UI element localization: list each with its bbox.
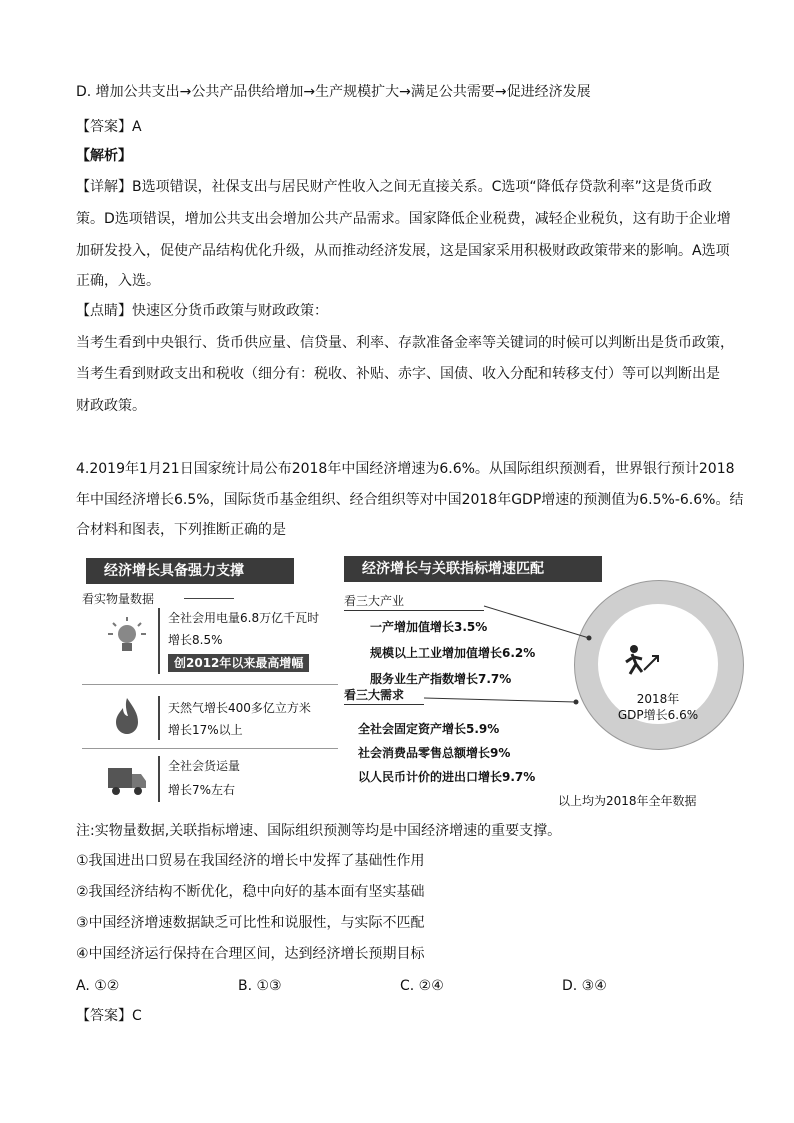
natural-gas-line-2: 增长17%以上 [168, 723, 243, 737]
economy-infographic [76, 548, 724, 810]
question-4-line-3: 合材料和图表，下列推断正确的是 [76, 522, 286, 538]
industry-heading: 看三大产业 [344, 594, 405, 608]
left-panel [76, 548, 344, 810]
industry-item-industrial: 规模以上工业增加值增长6.2% [370, 646, 536, 660]
question-4-line-2: 年中国经济增长6.5%，国际货币基金组织、经合组织等对中国2018年GDP增速的预测值为6.5%-6.6%。结 [76, 492, 744, 508]
row-separator [82, 684, 338, 685]
freight-divider [158, 756, 160, 802]
freight-line-2: 增长7%左右 [168, 783, 236, 797]
running-person-icon [622, 644, 662, 678]
question-4-line-1: 4.2019年1月21日国家统计局公布2018年中国经济增速为6.6%。从国际组织预测看，世界银行预计2018 [76, 461, 735, 477]
choice-c: C. ②④ [400, 978, 444, 994]
lightbulb-icon [104, 614, 150, 660]
physical-data-subtitle: 看实物量数据 [82, 592, 155, 606]
freight-line-1: 全社会货运量 [168, 759, 241, 773]
analysis-label: 【解析】 [76, 148, 132, 164]
row-separator [82, 748, 338, 749]
detail-line-3: 加研发投入，促使产品结构优化升级，从而推动经济发展，这是国家采用积极财政政策带来的影响。A选项 [76, 243, 730, 259]
industry-heading-rule [344, 610, 484, 611]
choice-b: B. ①③ [238, 978, 282, 994]
freight-row [82, 754, 344, 806]
option-d-line: D. 增加公共支出→公共产品供给增加→生产规模扩大→满足公共需要→促进经济发展 [76, 84, 591, 100]
industry-item-primary: 一产增加值增长3.5% [370, 620, 488, 634]
electricity-divider [158, 608, 160, 674]
answer-label: 【答案】A [76, 119, 142, 135]
demand-item-retail: 社会消费品零售总额增长9% [358, 746, 511, 760]
detail-line-2: 策。D选项错误，增加公共支出会增加公共产品需求。国家降低企业税费，减轻企业税负，这有助于企业增 [76, 211, 731, 227]
statement-4: ④中国经济运行保持在合理区间，达到经济增长预期目标 [76, 946, 425, 962]
infographic-footnote: 以上均为2018年全年数据 [558, 794, 697, 808]
truck-icon [104, 756, 150, 802]
choice-d: D. ③④ [562, 978, 607, 994]
electricity-highlight-badge: 创2012年以来最高增幅 [168, 654, 309, 672]
flame-icon [104, 692, 150, 738]
answer-c: 【答案】C [76, 1008, 142, 1024]
demand-heading: 看三大需求 [344, 688, 405, 702]
natural-gas-line-1: 天然气增长400多亿立方米 [168, 701, 311, 715]
electricity-line-2: 增长8.5% [168, 633, 223, 647]
natural-gas-row [82, 692, 344, 744]
tip-line-2: 当考生看到财政支出和税收（细分有：税收、补贴、赤字、国债、收入分配和转移支付）等可以判断出是 [76, 366, 720, 382]
tip-line-3: 财政政策。 [76, 398, 146, 414]
right-panel-title: 经济增长与关联指标增速匹配 [344, 556, 602, 582]
demand-heading-rule [344, 704, 424, 705]
gdp-growth-label: GDP增长6.6% [617, 708, 699, 722]
statement-1: ①我国进出口贸易在我国经济的增长中发挥了基础性作用 [76, 853, 425, 869]
statement-2: ②我国经济结构不断优化，稳中向好的基本面有坚实基础 [76, 884, 425, 900]
natural-gas-divider [158, 696, 160, 740]
electricity-row [82, 606, 344, 680]
choice-a: A. ①② [76, 978, 120, 994]
subtitle-rule [184, 598, 234, 599]
industry-item-services: 服务业生产指数增长7.7% [370, 672, 512, 686]
statement-3: ③中国经济增速数据缺乏可比性和说服性，与实际不匹配 [76, 915, 425, 931]
electricity-line-1: 全社会用电量6.8万亿千瓦时 [168, 611, 320, 625]
left-panel-title: 经济增长具备强力支撑 [86, 558, 294, 584]
detail-line-4: 正确，入选。 [76, 273, 160, 289]
right-panel [344, 548, 724, 810]
demand-item-trade: 以人民币计价的进出口增长9.7% [358, 770, 536, 784]
tip-heading: 【点睛】快速区分货币政策与财政政策： [76, 303, 328, 319]
tip-line-1: 当考生看到中央银行、货币供应量、信贷量、利率、存款准备金率等关键词的时候可以判断出是货币政策， [76, 335, 734, 351]
chart-note: 注:实物量数据,关联指标增速、国际组织预测等均是中国经济增速的重要支撑。 [76, 823, 562, 839]
detail-line-1: 【详解】B选项错误，社保支出与居民财产性收入之间无直接关系。C选项“降低存贷款利率”这是货币政 [76, 179, 712, 195]
gdp-year-label: 2018年 [636, 692, 680, 706]
demand-item-investment: 全社会固定资产增长5.9% [358, 722, 500, 736]
